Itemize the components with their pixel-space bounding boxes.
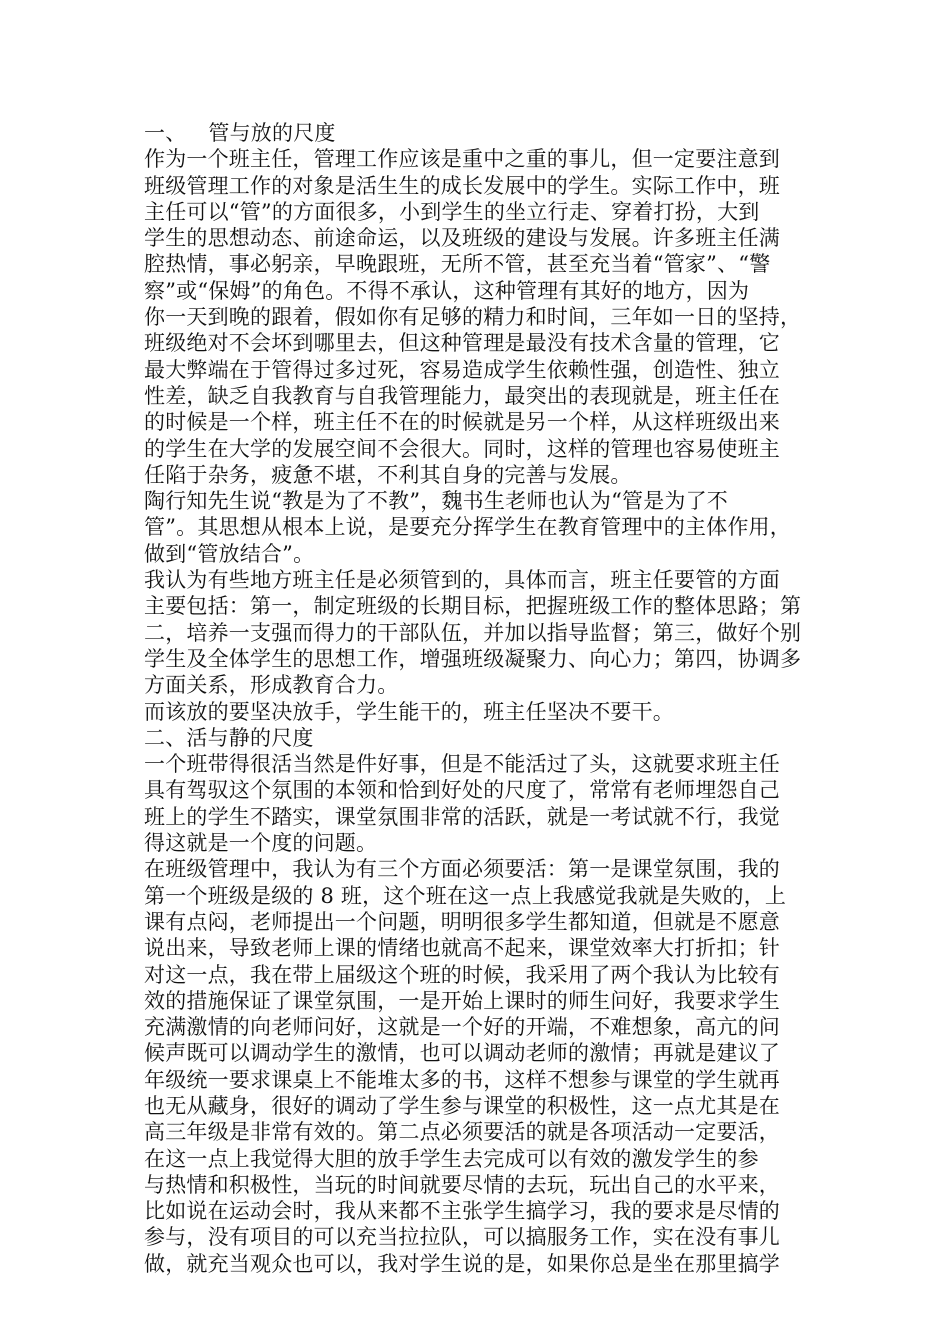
paragraph-line: 最大弊端在于管得过多过死，容易造成学生依赖性强，创造性、独立 xyxy=(144,357,780,382)
paragraph-line: 我认为有些地方班主任是必须管到的，具体而言，班主任要管的方面 xyxy=(144,568,780,593)
document-body xyxy=(144,120,814,1277)
paragraph-line: 主任可以“管”的方面很多，小到学生的坐立行走、穿着打扮，大到 xyxy=(144,199,760,224)
paragraph-line: 你一天到晚的跟着，假如你有足够的精力和时间，三年如一日的坚持， xyxy=(144,305,802,330)
paragraph-line: 班级绝对不会坏到哪里去，但这种管理是最没有技术含量的管理，它 xyxy=(144,331,780,356)
paragraph-line: 主要包括：第一，制定班级的长期目标，把握班级工作的整体思路；第 xyxy=(144,594,802,619)
paragraph-line: 而该放的要坚决放手，学生能干的，班主任坚决不要干。 xyxy=(144,699,674,724)
paragraph-line: 说出来，导致老师上课的情绪也就高不起来，课堂效率大打折扣；针 xyxy=(144,936,780,961)
paragraph-line: 管”。其思想从根本上说，是要充分挥学生在教育管理中的主体作用， xyxy=(144,515,791,540)
paragraph-line: 得这就是一个度的问题。 xyxy=(144,831,378,856)
paragraph-line: 察”或“保姆”的角色。不得不承认，这种管理有其好的地方，因为 xyxy=(144,278,750,303)
paragraph-line: 学生及全体学生的思想工作，增强班级凝聚力、向心力；第四，协调多 xyxy=(144,646,802,671)
paragraph-line: 第一个班级是级的 8 班，这个班在这一点上我感觉我就是失败的，上 xyxy=(144,883,787,908)
paragraph-line: 对这一点，我在带上届级这个班的时候，我采用了两个我认为比较有 xyxy=(144,962,780,987)
section-title: 管与放的尺度 xyxy=(208,121,336,145)
paragraph-line: 腔热情，事必躬亲，早晚跟班，无所不管，甚至充当着“管家”、“警 xyxy=(144,252,771,277)
paragraph-line: 候声既可以调动学生的激情，也可以调动老师的激情；再就是建议了 xyxy=(144,1041,780,1066)
paragraph-line: 的时候是一个样，班主任不在的时候就是另一个样，从这样班级出来 xyxy=(144,410,780,435)
section-heading-2: 二、活与静的尺度 xyxy=(144,725,314,750)
paragraph-line: 二，培养一支强而得力的干部队伍，并加以指导监督；第三，做好个别 xyxy=(144,620,802,645)
paragraph-line: 参与，没有项目的可以充当拉拉队，可以搞服务工作，实在没有事儿 xyxy=(144,1225,780,1250)
paragraph-line: 也无从藏身，很好的调动了学生参与课堂的积极性，这一点尤其是在 xyxy=(144,1093,780,1118)
paragraph-line: 做，就充当观众也可以，我对学生说的是，如果你总是坐在那里搞学 xyxy=(144,1251,780,1276)
paragraph-line: 与热情和积极性，当玩的时间就要尽情的去玩，玩出自己的水平来， xyxy=(144,1172,780,1197)
paragraph-line: 在班级管理中，我认为有三个方面必须要活：第一是课堂氛围，我的 xyxy=(144,857,780,882)
paragraph-line: 性差，缺乏自我教育与自我管理能力，最突出的表现就是，班主任在 xyxy=(144,383,780,408)
paragraph-line: 陶行知先生说“教是为了不教”，魏书生老师也认为“管是为了不 xyxy=(144,489,729,514)
paragraph-line: 班级管理工作的对象是活生生的成长发展中的学生。实际工作中，班 xyxy=(144,173,780,198)
paragraph-line: 学生的思想动态、前途命运，以及班级的建设与发展。许多班主任满 xyxy=(144,226,780,251)
section-heading-1 xyxy=(144,120,814,146)
paragraph-line: 年级统一要求课桌上不能堆太多的书，这样不想参与课堂的学生就再 xyxy=(144,1067,780,1092)
paragraph-line: 效的措施保证了课堂氛围，一是开始上课时的师生问好，我要求学生 xyxy=(144,988,780,1013)
paragraph-line: 任陷于杂务，疲惫不堪，不利其自身的完善与发展。 xyxy=(144,462,632,487)
paragraph-line: 充满激情的向老师问好，这就是一个好的开端，不难想象，高亢的问 xyxy=(144,1015,780,1040)
paragraph-line: 比如说在运动会时，我从来都不主张学生搞学习，我的要求是尽情的 xyxy=(144,1199,780,1224)
paragraph-line: 课有点闷，老师提出一个问题，明明很多学生都知道，但就是不愿意 xyxy=(144,909,780,934)
paragraph-line: 的学生在大学的发展空间不会很大。同时，这样的管理也容易使班主 xyxy=(144,436,780,461)
paragraph-line: 做到“管放结合”。 xyxy=(144,541,315,566)
paragraph-line: 作为一个班主任，管理工作应该是重中之重的事儿，但一定要注意到 xyxy=(144,147,780,172)
paragraph-line: 具有驾驭这个氛围的本领和恰到好处的尺度了，常常有老师埋怨自己 xyxy=(144,778,780,803)
paragraph-line: 方面关系，形成教育合力。 xyxy=(144,673,399,698)
paragraph-line: 一个班带得很活当然是件好事，但是不能活过了头，这就要求班主任 xyxy=(144,752,780,777)
paragraph-line: 高三年级是非常有效的。第二点必须要活的就是各项活动一定要活， xyxy=(144,1120,780,1145)
paragraph-line: 班上的学生不踏实，课堂氛围非常的活跃，就是一考试就不行，我觉 xyxy=(144,804,780,829)
section-number: 一、 xyxy=(144,121,187,145)
paragraph-line: 在这一点上我觉得大胆的放手学生去完成可以有效的激发学生的参 xyxy=(144,1146,759,1171)
